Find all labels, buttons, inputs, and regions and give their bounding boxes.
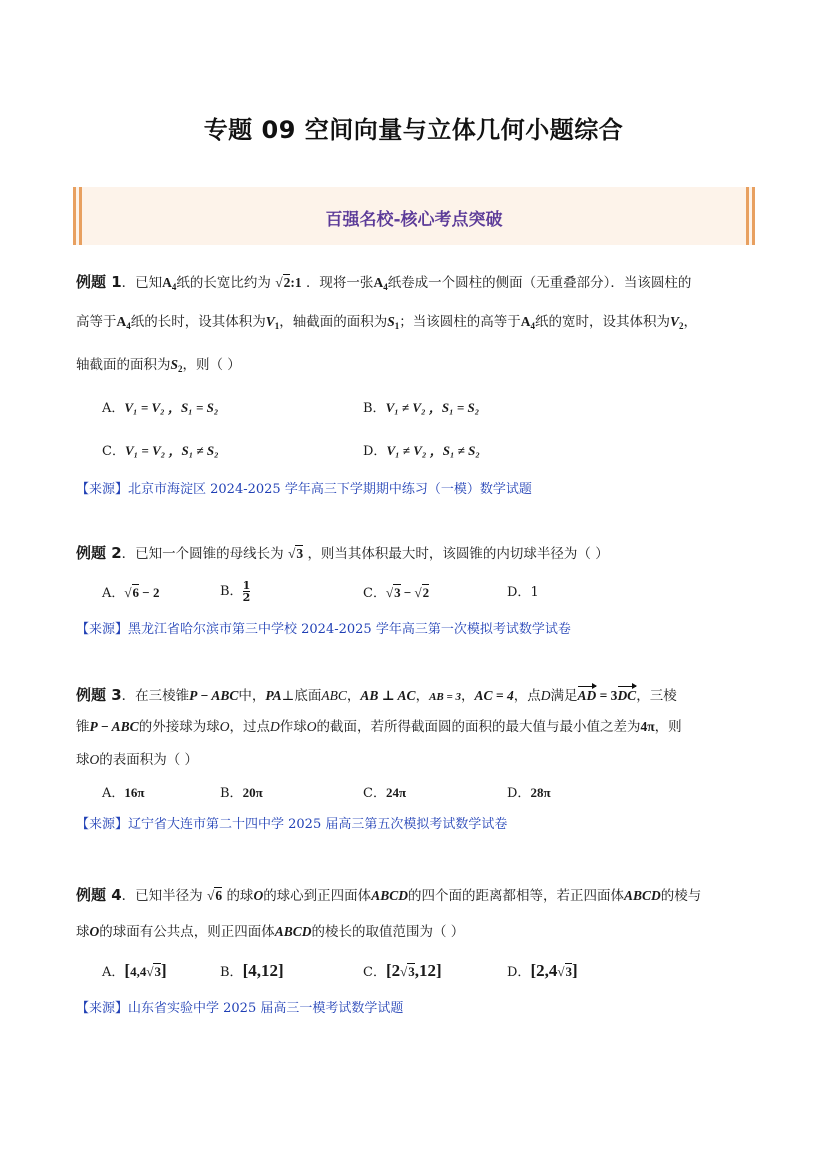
- q1-option-a[interactable]: A．V₁ = V₂ ，S₁ = S₂: [102, 400, 219, 416]
- q1-label: 例题 1: [76, 273, 122, 291]
- q1-line-1: 例题 1．已知$A_4$纸的长宽比约为 √2:1 ．现将一张$A_4$纸卷成一个圆柱的侧面（无重叠部分）．当该圆柱的: [76, 273, 692, 292]
- q3-option-d[interactable]: D．28π: [507, 785, 551, 801]
- q2-line-1: 例题 2．已知一个圆锥的母线长为 √3 ，则当其体积最大时，该圆锥的内切球半径为（ ）: [76, 544, 609, 562]
- q4-source: 【来源】山东省实验中学 2025 届高三一模考试数学试题: [76, 1001, 404, 1016]
- q4-line-1: 例题 4．已知半径为 √6 的球O的球心到正四面体ABCD的四个面的距离都相等，若正四面体ABCD的棱与: [76, 886, 702, 904]
- q2-label: 例题 2: [76, 544, 122, 562]
- q2-option-a[interactable]: A．√6 − 2: [102, 585, 160, 601]
- q1-option-c[interactable]: C．V₁ = V₂ ，S₁ ≠ S₂: [102, 443, 219, 459]
- q2-option-c[interactable]: C．√3 − √2: [363, 585, 430, 601]
- page-title: 专题 09 空间向量与立体几何小题综合: [203, 116, 624, 144]
- q4-line-2: 球O的球面有公共点，则正四面体ABCD的棱长的取值范围为（ ）: [76, 924, 465, 940]
- q4-option-c[interactable]: C．[2√3,12]: [363, 961, 442, 980]
- q3-option-c[interactable]: C．24π: [363, 785, 407, 801]
- q3-option-b[interactable]: B．20π: [220, 785, 263, 801]
- q3-label: 例题 3: [76, 686, 122, 704]
- q1-line-3: 轴截面的面积为$S_2$，则（ ）: [76, 357, 241, 374]
- q4-option-b[interactable]: B．[4,12]: [220, 961, 284, 980]
- q3-source: 【来源】辽宁省大连市第二十四中学 2025 届高三第五次模拟考试数学试卷: [76, 817, 508, 832]
- q1-source: 【来源】北京市海淀区 2024-2025 学年高三下学期期中练习（一模）数学试题: [76, 482, 532, 497]
- q3-line-2: 锥P − ABC的外接球为球O，过点D作球O的截面，若所得截面圆的面积的最大值与最小值之差为4π，则: [76, 719, 682, 735]
- banner-title: 百强名校-核心考点突破: [325, 210, 503, 230]
- q1-option-b[interactable]: B．V₁ ≠ V₂ ，S₁ = S₂: [363, 400, 480, 416]
- q4-label: 例题 4: [76, 886, 122, 904]
- q4-option-a[interactable]: A．[4,4√3]: [102, 961, 167, 980]
- q3-line-3: 球O的表面积为（ ）: [76, 752, 199, 768]
- q1-option-d[interactable]: D．V₁ ≠ V₂ ，S₁ ≠ S₂: [363, 443, 480, 459]
- q2-option-b[interactable]: B． $\frac{1}{2}$: [220, 579, 251, 604]
- section-banner: [73, 187, 755, 245]
- q1-line-2: 高等于$A_4$纸的长时，设其体积为$V_1$，轴截面的面积为$S_1$；当该圆柱的高等于$A_4$纸的宽时，设其体积为$V_2$，: [76, 314, 698, 331]
- q4-option-d[interactable]: D．[2,4√3]: [507, 961, 578, 980]
- q3-option-a[interactable]: A．16π: [102, 785, 145, 801]
- q2-source: 【来源】黑龙江省哈尔滨市第三中学校 2024-2025 学年高三第一次模拟考试数学试卷: [76, 622, 571, 637]
- q3-line-1: 例题 3．在三棱锥P − ABC中，PA⊥底面ABC，AB ⊥ AC，AB = 3，AC = 4，点D满足AD = 3DC，三棱: [76, 686, 677, 704]
- q2-option-d[interactable]: D．1: [507, 585, 539, 600]
